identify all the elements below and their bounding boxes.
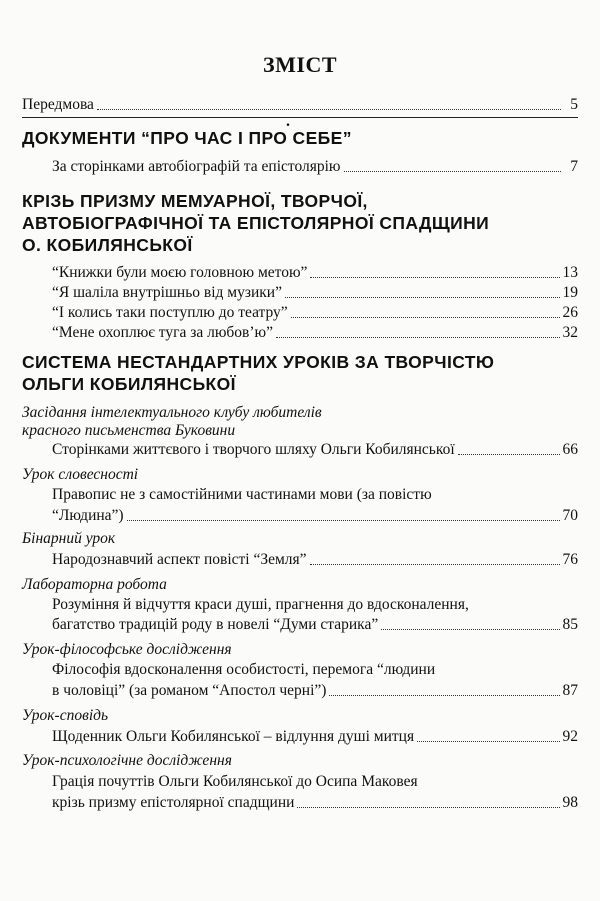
leader-dots: [458, 453, 560, 455]
page-number: 13: [562, 264, 578, 281]
toc-entry-preface[interactable]: [22, 96, 578, 114]
toc-entry[interactable]: [52, 264, 578, 282]
page-number: 19: [562, 284, 578, 301]
leader-dots: [329, 694, 559, 696]
leader-dots: [417, 740, 559, 742]
entry-label: Щоденник Ольги Кобилянської – відлуння душі митця: [52, 728, 415, 745]
entry-label: крізь призму епістолярної спадщини: [52, 794, 295, 811]
page-number: 66: [562, 441, 578, 458]
leader-dots: [291, 316, 560, 318]
leader-dots: [97, 108, 561, 110]
entry-label: Грація почуттів Ольги Кобилянської до Осипа Маковея: [52, 773, 418, 790]
entry-label: в чоловіці” (за романом “Апостол черні”): [52, 682, 327, 699]
section-heading: ОЛЬГИ КОБИЛЯНСЬКОЇ: [22, 374, 236, 394]
entry-label: За сторінками автобіографій та епістолярію: [52, 158, 341, 175]
toc-entry[interactable]: [52, 794, 578, 812]
entry-label: Філософія вдосконалення особистості, перемога “людини: [52, 661, 436, 678]
toc-entry[interactable]: [52, 682, 578, 700]
page-number: 26: [562, 304, 578, 321]
entry-label: Сторінками життєвого і творчого шляху Ольги Кобилянської: [52, 441, 455, 458]
toc-entry[interactable]: [52, 616, 578, 634]
toc-entry[interactable]: [52, 284, 578, 302]
lesson-category: Урок-філософське дослідження: [22, 641, 232, 658]
lesson-category: Бінарний урок: [22, 530, 116, 547]
divider: [22, 117, 578, 118]
entry-label: Розуміння й відчуття краси душі, прагнення до вдосконалення,: [52, 596, 469, 613]
lesson-category: Урок-психологічне дослідження: [22, 752, 232, 769]
toc-entry[interactable]: [52, 507, 578, 525]
section-heading: АВТОБІОГРАФІЧНОЇ ТА ЕПІСТОЛЯРНОЇ СПАДЩИНИ: [22, 213, 490, 233]
entry-label: багатство традицій роду в новелі “Думи старика”: [52, 616, 379, 633]
entry-label: “Я шаліла внутрішньо від музики”: [52, 284, 282, 301]
toc-entry[interactable]: [52, 551, 578, 569]
page-number: 32: [562, 324, 578, 341]
toc-entry[interactable]: [52, 304, 578, 322]
lesson-category: красного письменства Буковини: [22, 422, 236, 439]
leader-dots: [381, 628, 559, 630]
dot-mark: .: [286, 113, 290, 130]
page-number: 5: [570, 96, 578, 113]
entry-label: “Мене охоплює туга за любов’ю”: [52, 324, 273, 341]
entry-label: “І колись таки поступлю до театру”: [52, 304, 288, 321]
entry-label: “Людина”): [52, 507, 124, 524]
toc-entry[interactable]: [52, 158, 578, 176]
leader-dots: [297, 806, 559, 808]
page-number: 7: [570, 158, 578, 175]
entry-label: Народознавчий аспект повісті “Земля”: [52, 551, 307, 568]
page-title: ЗМІСТ: [263, 52, 337, 77]
page-number: 87: [562, 682, 578, 699]
section-heading: О. КОБИЛЯНСЬКОЇ: [22, 235, 193, 255]
section-heading: ДОКУМЕНТИ “ПРО ЧАС І ПРО СЕБЕ”: [22, 128, 352, 148]
lesson-category: Засідання інтелектуального клубу любителів: [22, 404, 322, 421]
leader-dots: [310, 276, 559, 278]
lesson-category: Урок словесності: [22, 466, 139, 483]
entry-label: “Книжки були моєю головною метою”: [52, 264, 308, 281]
page-number: 98: [562, 794, 578, 811]
entry-label: Передмова: [22, 96, 94, 113]
leader-dots: [344, 170, 562, 172]
entry-label: Правопис не з самостійними частинами мови (за повістю: [52, 486, 432, 503]
toc-entry[interactable]: [52, 441, 578, 459]
toc-entry[interactable]: [52, 324, 578, 342]
leader-dots: [127, 519, 560, 521]
page-number: 92: [562, 728, 578, 745]
section-heading: КРІЗЬ ПРИЗМУ МЕМУАРНОЇ, ТВОРЧОЇ,: [22, 191, 368, 211]
toc-entry[interactable]: [52, 728, 578, 746]
page-number: 76: [562, 551, 578, 568]
leader-dots: [285, 296, 560, 298]
section-heading: СИСТЕМА НЕСТАНДАРТНИХ УРОКІВ ЗА ТВОРЧІСТЮ: [22, 352, 495, 372]
leader-dots: [310, 563, 560, 565]
leader-dots: [276, 336, 560, 338]
lesson-category: Урок-сповідь: [22, 707, 109, 724]
lesson-category: Лабораторна робота: [22, 576, 167, 593]
page-number: 70: [562, 507, 578, 524]
page-number: 85: [562, 616, 578, 633]
